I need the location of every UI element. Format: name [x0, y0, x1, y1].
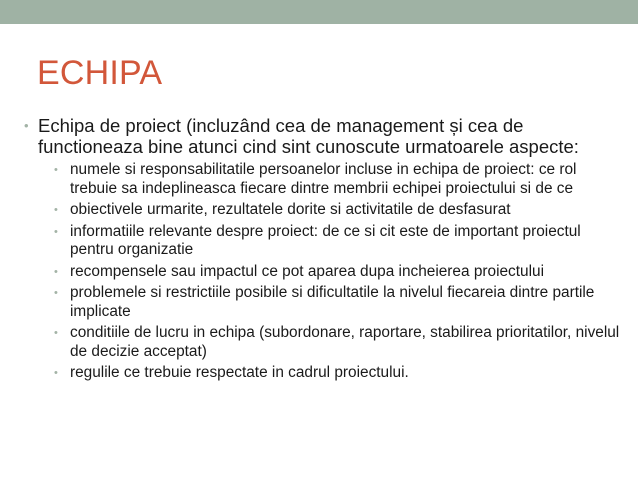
sub-bullet-item [22, 263, 622, 282]
slide-title: ECHIPA [37, 54, 163, 92]
sub-bullet-item [22, 324, 622, 361]
bullet-icon: • [54, 164, 58, 176]
top-accent-band [0, 0, 638, 24]
sub-bullet-item [22, 364, 622, 383]
sub-bullet-item [22, 161, 622, 198]
sub-bullet-item [22, 284, 622, 321]
sub-bullet-list [22, 161, 622, 383]
bullet-icon: • [54, 327, 58, 339]
slide-content [22, 115, 622, 386]
sub-bullet-item [22, 223, 622, 260]
sub-bullet-item [22, 201, 622, 220]
sub-bullet-text: informatiile relevante despre proiect: de ce si cit este de important proiectul pentru organizatie [70, 222, 581, 258]
bullet-icon: • [54, 204, 58, 216]
bullet-icon: • [54, 265, 58, 278]
sub-bullet-text: recompensele sau impactul ce pot aparea dupa incheierea proiectului [70, 262, 544, 280]
bullet-icon: • [54, 367, 58, 379]
sub-bullet-text: numele si responsabilitatile persoanelor incluse in echipa de proiect: ce rol trebuie sa indeplineasca fiecare dintre membrii echipei proiectului si de ce [70, 161, 577, 197]
main-bullet-text: Echipa de proiect (incluzând cea de management și cea de functioneaza bine atunci cind sint cunoscute urmatoarele aspecte: [38, 115, 579, 157]
sub-bullet-text: problemele si restrictiile posibile si dificultatile la nivelul fiecareia dintre partile implicate [70, 284, 595, 320]
bullet-icon: • [24, 118, 29, 133]
sub-bullet-text: regulile ce trebuie respectate in cadrul proiectului. [70, 364, 409, 381]
sub-bullet-text: obiectivele urmarite, rezultatele dorite si activitatile de desfasurat [70, 201, 511, 218]
bullet-icon: • [54, 287, 58, 299]
main-bullet-item [22, 115, 622, 157]
bullet-icon: • [54, 225, 58, 238]
sub-bullet-text: conditiile de lucru in echipa (subordonare, raportare, stabilirea prioritatilor, nivelul de decizie acceptat) [70, 324, 620, 360]
